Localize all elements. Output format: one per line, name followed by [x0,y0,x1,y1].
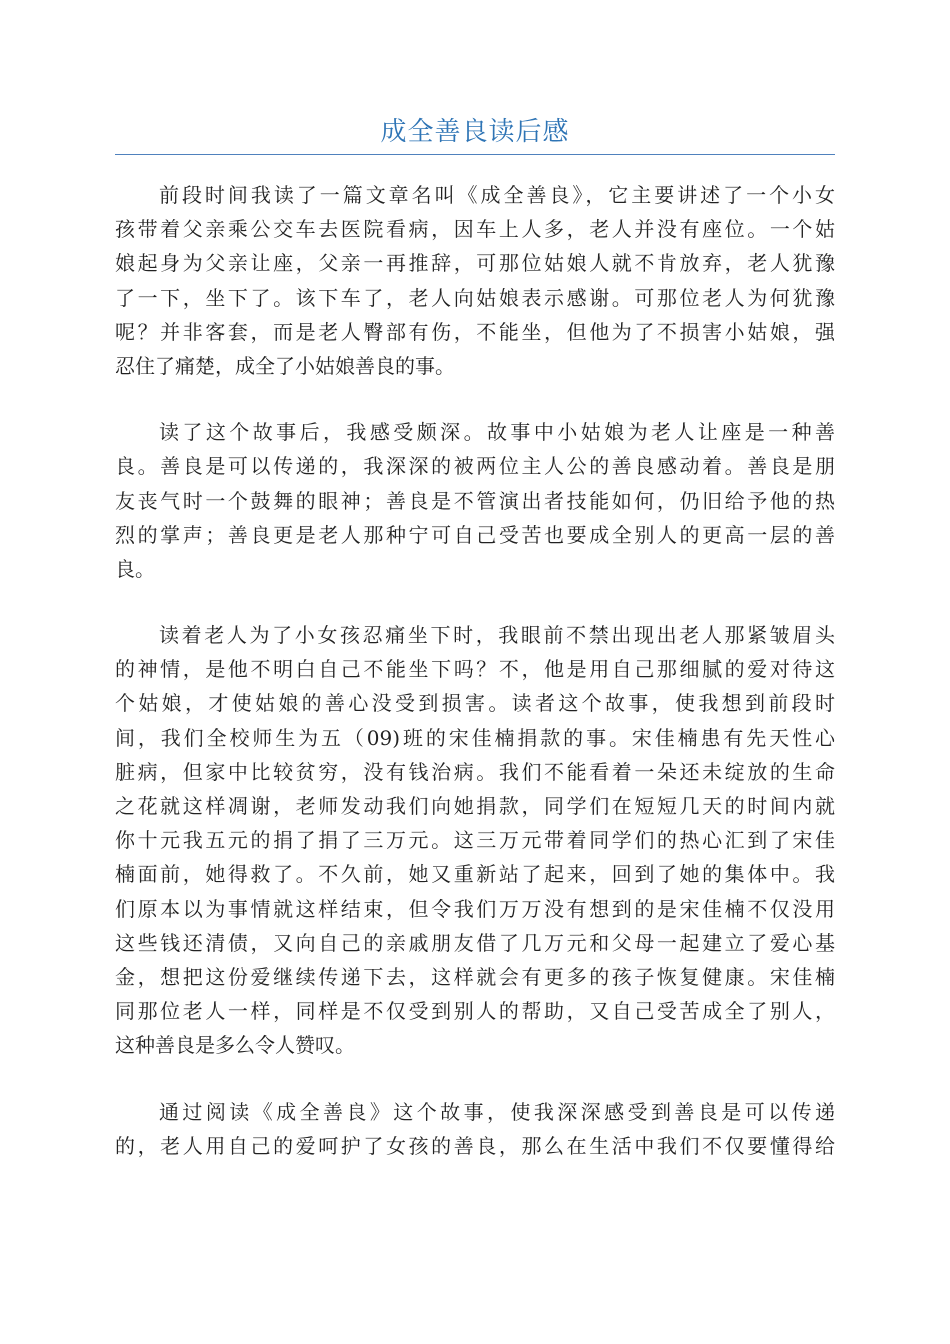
paragraph-line: 呢？并非客套，而是老人臀部有伤，不能坐，但他为了不损害小姑娘，强 [115,319,835,344]
paragraph [115,1095,835,1163]
paragraph-line: 间，我们全校师生为五（09)班的宋佳楠捐款的事。宋佳楠患有先天性心 [115,725,835,750]
paragraph-line: 这些钱还清债，又向自己的亲戚朋友借了几万元和父母一起建立了爱心基 [115,930,835,955]
paragraph-line: 的，老人用自己的爱呵护了女孩的善良，那么在生活中我们不仅要懂得给 [115,1133,835,1158]
document-title: 成全善良读后感 [380,117,570,147]
paragraph-line: 你十元我五元的捐了捐了三万元。这三万元带着同学们的热心汇到了宋佳 [115,828,835,853]
document-body [115,178,835,1195]
title-underline [115,154,835,155]
paragraph [115,415,835,586]
paragraph-line: 们原本以为事情就这样结束，但令我们万万没有想到的是宋佳楠不仅没用 [115,896,835,921]
paragraph [115,178,835,383]
paragraph-line: 通过阅读《成全善良》这个故事，使我深深感受到善良是可以传递 [159,1099,835,1124]
paragraph-line: 读着老人为了小女孩忍痛坐下时，我眼前不禁出现出老人那紧皱眉头 [159,623,835,648]
paragraph-line: 脏病，但家中比较贫穷，没有钱治病。我们不能看着一朵还未绽放的生命 [115,759,835,784]
paragraph-line: 友丧气时一个鼓舞的眼神；善良是不管演出者技能如何，仍旧给予他的热 [115,488,835,513]
paragraph-line: 个姑娘，才使姑娘的善心没受到损害。读者这个故事，使我想到前段时 [115,691,835,716]
paragraph-line: 读了这个故事后，我感受颇深。故事中小姑娘为老人让座是一种善 [159,420,835,445]
paragraph-line: 同那位老人一样，同样是不仅受到别人的帮助，又自己受苦成全了别人， [115,999,835,1024]
paragraph-line: 烈的掌声；善良更是老人那种宁可自己受苦也要成全别人的更高一层的善 [115,522,835,547]
paragraph-line: 良。善良是可以传递的，我深深的被两位主人公的善良感动着。善良是朋 [115,454,835,479]
paragraph-line: 楠面前，她得救了。不久前，她又重新站了起来，回到了她的集体中。我 [115,862,835,887]
paragraph-line: 了一下，坐下了。该下车了，老人向姑娘表示感谢。可那位老人为何犹豫 [115,285,835,310]
paragraph-line: 的神情，是他不明白自己不能坐下吗？不，他是用自己那细腻的爱对待这 [115,657,835,682]
paragraph-line: 金，想把这份爱继续传递下去，这样就会有更多的孩子恢复健康。宋佳楠 [115,964,835,989]
paragraph-line: 忍住了痛楚，成全了小姑娘善良的事。 [115,353,455,378]
paragraph-line: 娘起身为父亲让座，父亲一再推辞，可那位姑娘人就不肯放弃，老人犹豫 [115,251,835,276]
paragraph [115,618,835,1062]
paragraph-line: 这种善良是多么令人赞叹。 [115,1033,355,1058]
paragraph-line: 孩带着父亲乘公交车去医院看病，因车上人多，老人并没有座位。一个姑 [115,217,835,242]
paragraph-line: 良。 [115,556,155,581]
paragraph-line: 前段时间我读了一篇文章名叫《成全善良》，它主要讲述了一个小女 [159,183,835,207]
paragraph-line: 之花就这样凋谢，老师发动我们向她捐款，同学们在短短几天的时间内就 [115,794,835,818]
